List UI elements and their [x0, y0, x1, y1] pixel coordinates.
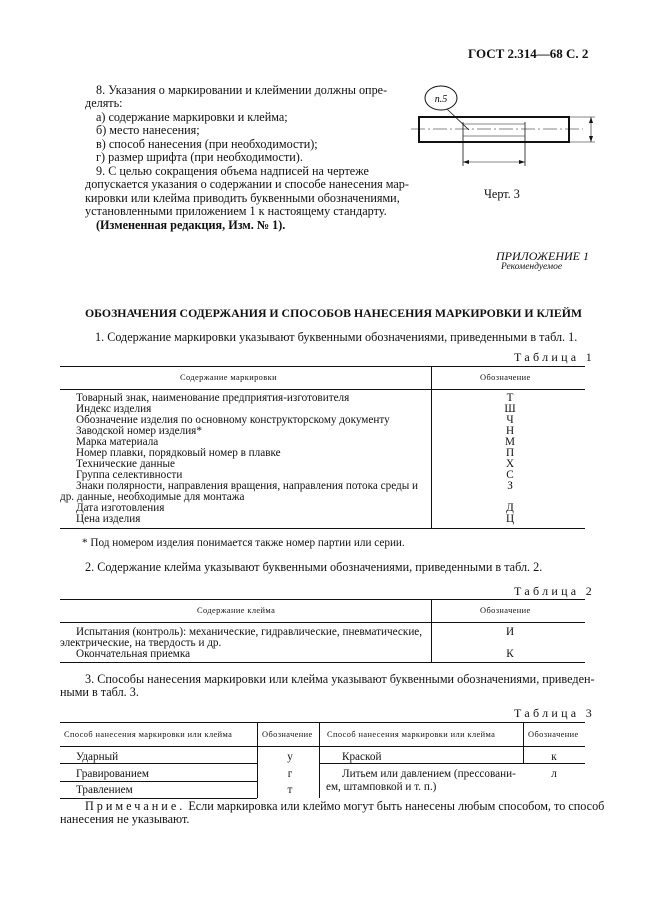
table-row-text: Технические данные: [76, 458, 175, 470]
drawing-caption: Черт. 3: [484, 187, 520, 201]
table-row-code: К: [506, 648, 514, 660]
table-row-text: Краской: [342, 751, 382, 763]
table-row-code: г: [287, 768, 293, 780]
note-line2: нанесения не указывают.: [60, 812, 190, 826]
table-row-text: Цена изделия: [76, 513, 141, 525]
table-row-code: у: [287, 751, 293, 763]
table2-caption: Таблица 2: [514, 584, 596, 598]
table-row-code: И: [505, 626, 515, 638]
para3-line1: 3. Способы нанесения маркировки или клейма указывают буквенными обозначениями, приведен-: [85, 672, 595, 686]
table2-col1-header: Содержание клейма: [197, 606, 276, 615]
section8-item-c: в) способ нанесения (при необходимости);: [96, 137, 318, 151]
table-row-code: М: [505, 436, 515, 448]
table-row-text-cont: ем, штамповкой и т. п.): [326, 781, 437, 793]
appendix-sublabel: Рекомендуемое: [501, 262, 563, 272]
table-row-text-cont: электрические, на твердость и др.: [60, 637, 222, 649]
para1: 1. Содержание маркировки указывают буквенными обозначениями, приведенными в табл. 1.: [95, 330, 578, 344]
edit-note: (Измененная редакция, Изм. № 1).: [96, 218, 286, 232]
table1-col2-header: Обозначение: [480, 373, 531, 382]
table-row-text: Дата изготовления: [76, 502, 165, 514]
table-row-code: к: [551, 751, 557, 763]
balloon-label: п.5: [434, 94, 448, 105]
table2-col2-header: Обозначение: [480, 606, 531, 615]
table-row-code: л: [551, 768, 557, 780]
table1-caption: Таблица 1: [514, 350, 596, 364]
table-row-code: З: [507, 480, 513, 492]
section8-item-b: б) место нанесения;: [96, 123, 200, 137]
table-row-code: С: [506, 469, 514, 481]
table-row-code: П: [505, 447, 515, 459]
section8-item-a: а) содержание маркировки и клейма;: [96, 110, 288, 124]
table-row-text: Окончательная приемка: [76, 648, 191, 660]
note-label: Примечание.: [85, 799, 186, 813]
table-row-text: Номер плавки, порядковый номер в плавке: [76, 447, 281, 459]
section9-line1: 9. С целью сокращения объема надписей на чертеже: [96, 164, 369, 178]
note-text: Если маркировка или клеймо могут быть нанесены любым способом, то способ: [188, 799, 605, 813]
section9-line2: допускается указания о содержании и способе нанесения мар-: [85, 177, 409, 191]
dim-arrow-top: [589, 117, 593, 123]
page-header: ГОСТ 2.314—68 С. 2: [468, 46, 589, 61]
table-row-code: Х: [505, 458, 515, 470]
table-row-text: Литьем или давлением (прессовани-: [342, 768, 516, 780]
table-row-code: Т: [506, 392, 514, 404]
table-row-text: Марка материала: [76, 436, 159, 448]
appendix-label: ПРИЛОЖЕНИЕ 1: [496, 249, 589, 263]
dim-arrow-bottom: [589, 136, 593, 142]
table-row-text: Группа селективности: [76, 469, 183, 481]
table-row-text: Испытания (контроль): механические, гидравлические, пневматические,: [76, 626, 423, 638]
table-row-text: Товарный знак, наименование предприятия-изготовителя: [76, 392, 350, 404]
table-row-text: Индекс изделия: [76, 403, 152, 415]
section9-line4: установленными приложением 1 к настоящему стандарту.: [85, 204, 387, 218]
table-row-text-cont: др. данные, необходимые для монтажа: [60, 491, 245, 503]
main-title: ОБОЗНАЧЕНИЯ СОДЕРЖАНИЯ И СПОСОБОВ НАНЕСЕНИЯ МАРКИРОВКИ И КЛЕЙМ: [85, 306, 583, 320]
leader-line: [447, 109, 469, 130]
dim-arrow-left: [463, 160, 469, 164]
table-row-text: Ударный: [76, 751, 119, 763]
section8-line1: 8. Указания о маркировании и клеймении должны опре-: [96, 83, 388, 97]
table-row-code: Ч: [506, 414, 514, 426]
table-row-code: Н: [505, 425, 515, 437]
table3-col4-header: Обозначение: [528, 730, 579, 739]
table-row-text: Травлением: [76, 784, 133, 796]
table1-col1-header: Содержание маркировки: [180, 373, 277, 382]
section9-line3: кировки или клейма приводить буквенными обозначениями,: [85, 191, 400, 205]
section8-line2: делять:: [85, 96, 123, 110]
table-row-text: Знаки полярности, направления вращения, направления потока среды и: [76, 480, 419, 492]
part-outline: [419, 117, 569, 142]
para3-line2: ными в табл. 3.: [60, 685, 139, 699]
table-row-code: т: [287, 784, 293, 796]
para2: 2. Содержание клейма указывают буквенными обозначениями, приведенными в табл. 2.: [85, 560, 543, 574]
table3-col1-header: Способ нанесения маркировки или клейма: [64, 730, 233, 739]
section8-item-d: г) размер шрифта (при необходимости).: [96, 150, 303, 164]
table-row-text: Гравированием: [76, 768, 149, 780]
table3-col2-header: Обозначение: [262, 730, 313, 739]
dim-arrow-right: [519, 160, 525, 164]
table-row-code: Д: [506, 502, 514, 514]
table-row-code: Ц: [505, 513, 515, 525]
table-row-text: Обозначение изделия по основному конструкторскому документу: [76, 414, 390, 426]
table3-col3-header: Способ нанесения маркировки или клейма: [327, 730, 496, 739]
table1-footnote: * Под номером изделия понимается также номер партии или серии.: [82, 537, 405, 549]
table-row-text: Заводской номер изделия*: [76, 425, 202, 437]
table-row-code: Ш: [504, 403, 516, 415]
drawing-figure: [405, 80, 605, 200]
table3-caption: Таблица 3: [514, 706, 596, 720]
